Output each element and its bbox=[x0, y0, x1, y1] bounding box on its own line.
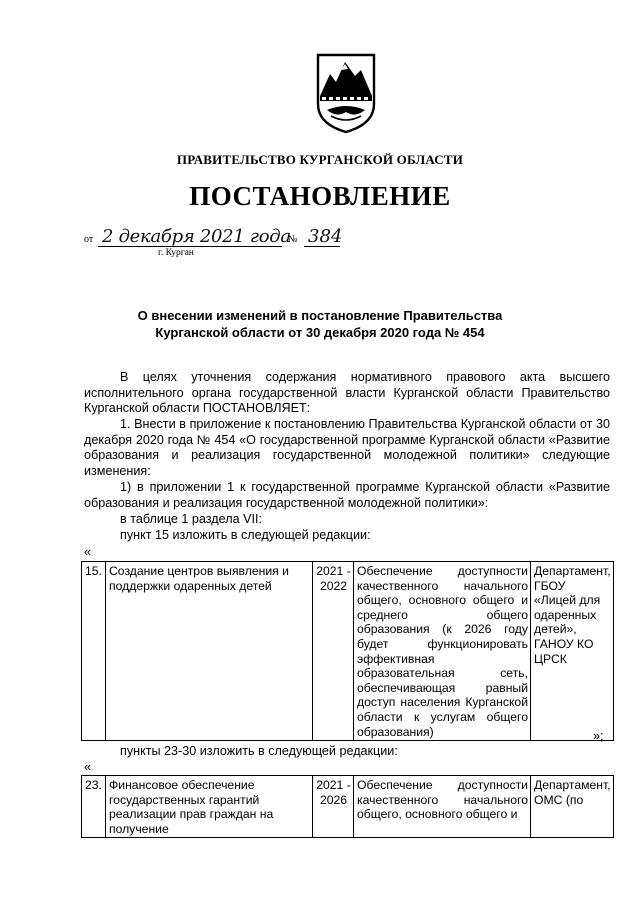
opening-quote-2: « bbox=[84, 760, 92, 774]
table-row bbox=[82, 562, 614, 741]
number-label: № bbox=[288, 234, 298, 245]
table-cell-executor: Департамент, ОМС (по bbox=[531, 776, 614, 838]
table-cell-years: 2021 - 2026 bbox=[313, 776, 354, 838]
document-type-title: ПОСТАНОВЛЕНИЕ bbox=[189, 181, 451, 211]
government-name: ПРАВИТЕЛЬСТВО КУРГАНСКОЙ ОБЛАСТИ bbox=[176, 152, 464, 167]
date-prefix: от bbox=[84, 234, 94, 245]
table-cell-years: 2021 - 2022 bbox=[313, 562, 354, 741]
table-row bbox=[82, 776, 614, 838]
program-table-items-23-30 bbox=[81, 775, 614, 838]
paragraph-item-1: 1. Внести в приложение к постановлению Правительства Курганской области от 30 декабря 2020 года № 454 «О государственной программе Курганской области «Развитие образования и реализация государственной молодежной политики» следующие изменения: bbox=[84, 417, 610, 478]
paragraph-item-15-intro: пункт 15 изложить в следующей редакции: bbox=[120, 528, 371, 542]
paragraph-table-ref: в таблице 1 раздела VII: bbox=[120, 512, 262, 526]
paragraph-subitem-1: 1) в приложении 1 к государственной программе Курганской области «Развитие образования и реализация государственной молодежной политики»: bbox=[84, 480, 610, 510]
program-table-item-15 bbox=[81, 561, 614, 741]
resolution-heading bbox=[80, 307, 560, 341]
table-cell-executor: Департамент, ГБОУ «Лицей для одаренных детей», ГАНОУ КО ЦРСК bbox=[531, 562, 614, 741]
heading-line-2: Курганской области от 30 декабря 2020 года № 454 bbox=[155, 325, 485, 340]
table-cell-activity: Финансовое обеспечение государственных гарантий реализации прав граждан на получение bbox=[106, 776, 313, 838]
city-label: г. Курган bbox=[158, 248, 194, 258]
heading-line-1: О внесении изменений в постановление Правительства bbox=[137, 308, 503, 323]
closing-quote: »; bbox=[593, 729, 604, 743]
table-cell-number: 15. bbox=[82, 562, 106, 741]
table-cell-number: 23. bbox=[82, 776, 106, 838]
handwritten-number: 384 bbox=[308, 226, 343, 247]
opening-quote-1: « bbox=[84, 545, 92, 559]
coat-of-arms-icon bbox=[315, 52, 377, 134]
paragraph-items-23-30-intro: пункты 23-30 изложить в следующей редакции: bbox=[120, 744, 398, 758]
table-cell-description: Обеспечение доступности качественного начального общего, основного общего и среднего общего образования (к 2026 году будет функционировать эффективная образовательная сеть, обеспечивающая равный доступ населения Курганской области к услугам общего образования) bbox=[354, 562, 531, 741]
paragraph-preamble: В целях уточнения содержания нормативного правового акта высшего исполнительного органа государственной власти Курганской области Правительство Курганской области ПОСТАНОВЛЯЕТ: bbox=[84, 370, 610, 416]
table-cell-description: Обеспечение доступности качественного начального общего, основного общего и bbox=[354, 776, 531, 838]
date-number-line bbox=[84, 226, 484, 262]
handwritten-date: 2 декабря 2021 года bbox=[102, 226, 291, 247]
table-cell-activity: Создание центров выявления и поддержки одаренных детей bbox=[106, 562, 313, 741]
